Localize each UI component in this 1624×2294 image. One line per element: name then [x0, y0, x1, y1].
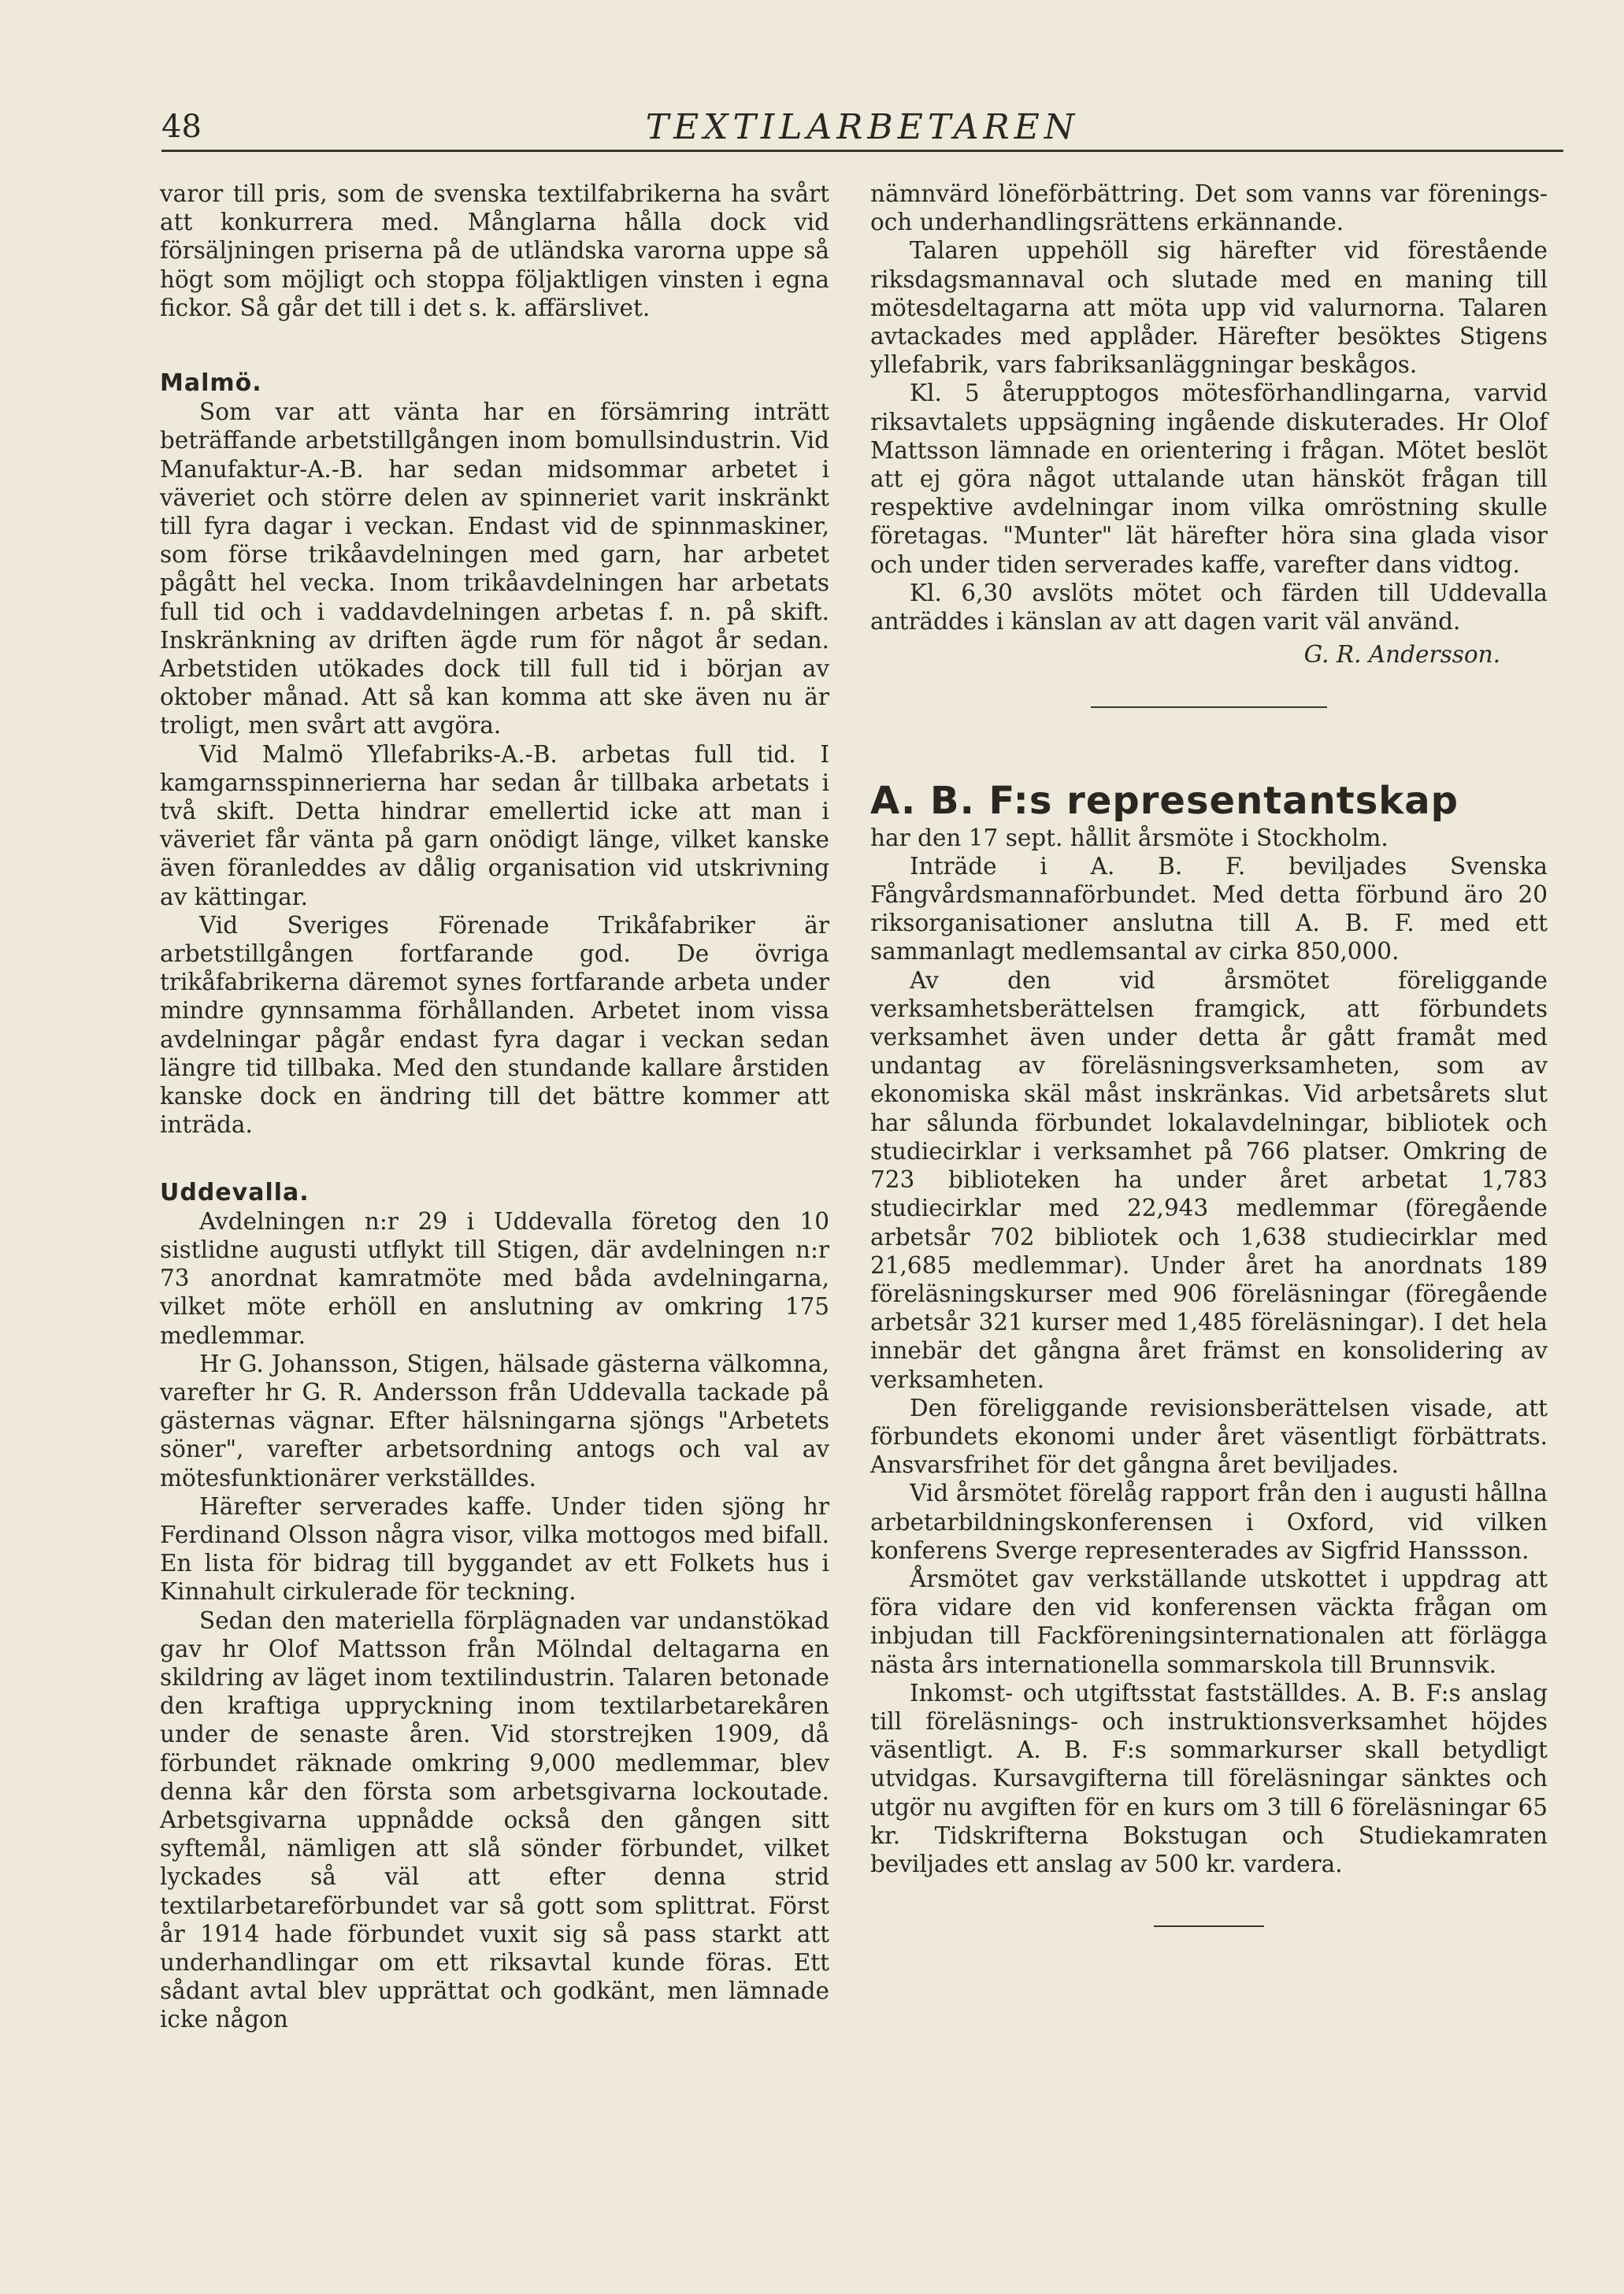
- section-heading-malmo: Malmö.: [160, 369, 262, 398]
- header-rule: [161, 150, 1563, 152]
- uddevalla-paragraph-3: Härefter serverades kaffe. Under tiden sjöng hr Ferdinand Olsson några visor, vilka mottogos med bifall. En lista för bidrag till byggandet av ett Folkets hus i Kinnahult cirkulerade för teckning.: [160, 1492, 829, 1606]
- abf-paragraph-2: Inträde i A. B. F. beviljades Svenska Fångvårdsmannaförbundet. Med detta förbund äro 20 riksorganisationer anslutna till A. B. F. med ett sammanlagt medlemsantal av cirka 850,000.: [870, 852, 1548, 965]
- section-divider: [1091, 706, 1327, 708]
- page-number: 48: [161, 109, 202, 145]
- uddevalla-paragraph-4: Sedan den materiella förplägnaden var undanstökad gav hr Olof Mattsson från Mölndal deltagarna en skildring av läget inom textilindustrin. Talaren betonade den kraftiga uppryckning inom textilarbetarekåren under de senaste åren. Vid storstrejken 1909, då förbundet räknade omkring 9,000 medlemmar, blev denna kår den första som arbetsgivarna lockoutade. Arbetsgivarna uppnådde också den gången sitt syftemål, nämligen att slå sönder förbundet, vilket lyckades så väl att efter denna strid textilarbetareförbundet var så gott som splittrat. Först år 1914 hade förbundet vuxit sig så pass starkt att underhandlingar om ett riksavtal kunde föras. Ett sådant avtal blev upprättat och godkänt, men lämnade icke någon: [160, 1607, 829, 2033]
- malmo-paragraph-2: Vid Malmö Yllefabriks-A.-B. arbetas full tid. I kamgarnsspinnerierna har sedan år tillbaka arbetats i två skift. Detta hindrar emellertid icke att man i väveriet får vänta på garn onödigt länge, vilket kanske även föranleddes av dålig organisation vid utskrivning av kättingar.: [160, 740, 829, 910]
- end-rule: [1154, 1925, 1264, 1927]
- uddevalla-paragraph-2: Hr G. Johansson, Stigen, hälsade gästerna välkomna, varefter hr G. R. Andersson från Uddevalla tackade på gästernas vägnar. Efter hälsningarna sjöngs "Arbetets söner", varefter arbetsordning antogs och val av mötesfunktionärer verkställdes.: [160, 1350, 829, 1492]
- article-heading-abf: A. B. F:s representantskap: [870, 779, 1459, 824]
- section-heading-uddevalla: Uddevalla.: [160, 1178, 310, 1206]
- running-title: TEXTILARBETAREN: [645, 107, 1080, 147]
- continued-paragraph-1: nämnvärd löneförbättring. Det som vanns var förenings- och underhandlingsrättens erkännande.: [870, 180, 1548, 236]
- continued-paragraph-2: Talaren uppehöll sig härefter vid förestående riksdagsmannaval och slutade med en maning till mötesdeltagarna att möta upp vid valurnorna. Talaren avtackades med applåder. Härefter besöktes Stigens yllefabrik, vars fabriksanläggningar beskågos.: [870, 237, 1548, 379]
- page-header: [161, 102, 1563, 145]
- intro-paragraph: varor till pris, som de svenska textilfabrikerna ha svårt att konkurrera med. Månglarna hålla dock vid försäljningen priserna på de utländska varorna uppe så högt som möjligt och stoppa följaktligen vinsten i egna fickor. Så går det till i det s. k. affärslivet.: [160, 180, 829, 321]
- author-signature: G. R. Andersson.: [1303, 641, 1500, 669]
- uddevalla-paragraph-1: Avdelningen n:r 29 i Uddevalla företog den 10 sistlidne augusti utflykt till Stigen, där avdelningen n:r 73 anordnat kamratmöte med båda avdelningarna, vilket möte erhöll en anslutning av omkring 175 medlemmar.: [160, 1207, 829, 1349]
- right-column: [870, 180, 1548, 1927]
- abf-paragraph-6: Årsmötet gav verkställande utskottet i uppdrag att föra vidare den vid konferensen väckta frågan om inbjudan till Fackföreningsinternationalen att förlägga nästa års internationella sommarskola till Brunnsvik.: [870, 1565, 1548, 1678]
- abf-paragraph-3: Av den vid årsmötet föreliggande verksamhetsberättelsen framgick, att förbundets verksamhet även under detta år gått framåt med undantag av föreläsningsverksamheten, som av ekonomiska skäl måst inskränkas. Vid arbetsårets slut har sålunda förbundet lokalavdelningar, bibliotek och studiecirklar i verksamhet på 766 platser. Omkring de 723 biblioteken ha under året arbetat 1,783 studiecirklar med 22,943 medlemmar (föregående arbetsår 702 bibliotek och 1,638 studiecirklar med 21,685 medlemmar). Under året ha anordnats 189 föreläsningskurser med 906 föreläsningar (föregående arbetsår 321 kurser med 1,485 föreläsningar). I det hela innebär det gångna året främst en konsolidering av verksamheten.: [870, 966, 1548, 1393]
- malmo-paragraph-1: Som var att vänta har en försämring inträtt beträffande arbetstillgången inom bomullsindustrin. Vid Manufaktur-A.-B. har sedan midsommar arbetet i väveriet och större delen av spinneriet varit inskränkt till fyra dagar i veckan. Endast vid de spinnmaskiner, som förse trikåavdelningen med garn, har arbetet pågått hel vecka. Inom trikåavdelningen har arbetats full tid och i vaddavdelningen arbetas f. n. på skift. Inskränkning av driften ägde rum för något år sedan. Arbetstiden utökades dock till full tid i början av oktober månad. Att så kan komma att ske även nu är troligt, men svårt att avgöra.: [160, 398, 829, 739]
- abf-paragraph-7: Inkomst- och utgiftsstat fastställdes. A. B. F:s anslag till föreläsnings- och instruktionsverksamhet höjdes väsentligt. A. B. F:s sommarkurser skall betydligt utvidgas. Kursavgifterna till föreläsningar sänktes och utgör nu avgiften för en kurs om 3 till 6 föreläsningar 65 kr. Tidskrifterna Bokstugan och Studiekamraten beviljades ett anslag av 500 kr. vardera.: [870, 1679, 1548, 1877]
- abf-paragraph-4: Den föreliggande revisionsberättelsen visade, att förbundets ekonomi under året väsentligt förbättrats. Ansvarsfrihet för det gångna året beviljades.: [870, 1394, 1548, 1479]
- abf-paragraph-5: Vid årsmötet förelåg rapport från den i augusti hållna arbetarbildningskonferensen i Oxford, vid vilken konferens Sverge representerades av Sigfrid Hanssson.: [870, 1480, 1548, 1564]
- abf-paragraph-1: har den 17 sept. hållit årsmöte i Stockholm.: [870, 824, 1389, 851]
- left-column: [160, 180, 829, 2034]
- malmo-paragraph-3: Vid Sveriges Förenade Trikåfabriker är arbetstillgången fortfarande god. De övriga trikåfabrikerna däremot synes fortfarande arbeta under mindre gynnsamma förhållanden. Arbetet inom vissa avdelningar pågår endast fyra dagar i veckan sedan längre tid tillbaka. Med den stundande kallare årstiden kanske dock en ändring till det bättre kommer att inträda.: [160, 911, 829, 1139]
- continued-paragraph-3: Kl. 5 återupptogos mötesförhandlingarna, varvid riksavtalets uppsägning ingående diskuterades. Hr Olof Mattsson lämnade en orientering i frågan. Mötet beslöt att ej göra något uttalande utan hänsköt frågan till respektive avdelningar inom vilka omröstning skulle företagas. "Munter" lät härefter höra sina glada visor och under tiden serverades kaffe, varefter dans vidtog.: [870, 380, 1548, 578]
- continued-paragraph-4: Kl. 6,30 avslöts mötet och färden till Uddevalla anträddes i känslan av att dagen varit väl använd.: [870, 579, 1548, 636]
